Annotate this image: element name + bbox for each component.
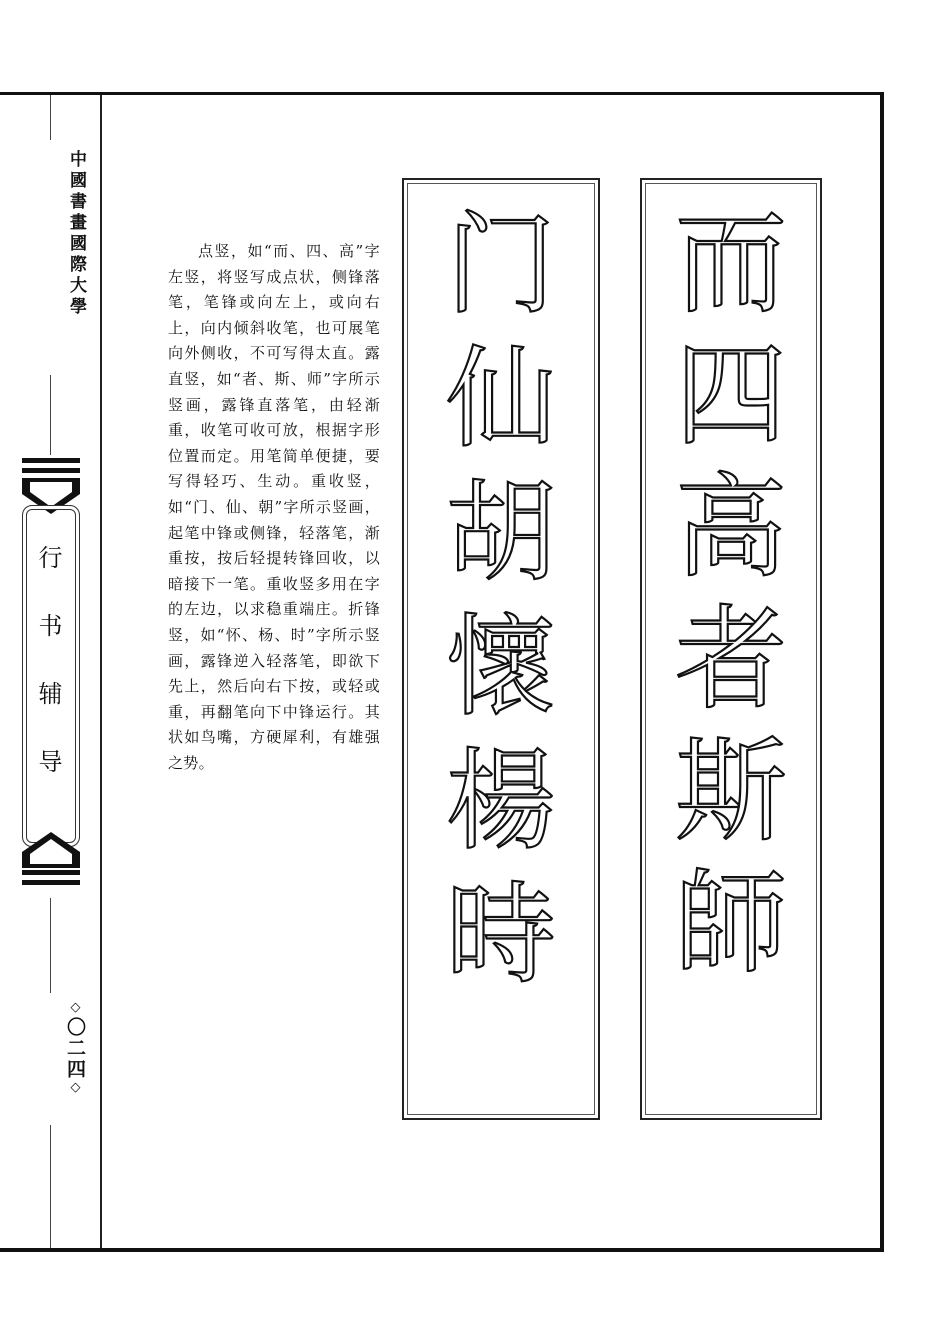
calligraphy-glyph: 门 [446, 201, 556, 329]
ornament-bar-top-2 [22, 468, 80, 473]
diamond-icon: ◇ [68, 1080, 83, 1097]
page-frame-top [0, 92, 884, 95]
calligraphy-glyph: 斯 [675, 727, 787, 857]
glyph-column-left [404, 198, 598, 1002]
ornament-bar-bottom [22, 870, 80, 875]
ornament-bar-top [22, 458, 80, 463]
spine-line-lower [50, 898, 51, 993]
spine-line-upper [50, 375, 51, 455]
calligraphy-panel-left [402, 178, 600, 1120]
page-number [63, 1000, 89, 1097]
series-title: 中國書畫國際大學 [66, 150, 86, 318]
spine-line-bottom [50, 1125, 51, 1248]
calligraphy-glyph: 楊 [446, 737, 556, 865]
calligraphy-glyph: 仙 [446, 335, 556, 463]
page-frame-right [880, 92, 884, 1252]
ornament-bar-bottom-2 [22, 880, 80, 885]
spine-line-top [50, 95, 51, 140]
calligraphy-glyph: 師 [675, 859, 787, 989]
calligraphy-glyph: 胡 [446, 469, 556, 597]
calligraphy-glyph: 四 [675, 331, 787, 461]
calligraphy-glyph: 者 [675, 595, 787, 725]
sidebar-rule [100, 95, 102, 1248]
calligraphy-glyph: 時 [446, 871, 556, 999]
calligraphy-panel-right [640, 178, 822, 1120]
calligraphy-glyph: 懷 [446, 603, 556, 731]
glyph-column-right [642, 198, 820, 990]
calligraphy-glyph: 高 [675, 463, 787, 593]
page-frame-bottom [0, 1248, 884, 1252]
ornament-bottom-icon [20, 828, 82, 868]
page-number-text: 〇二四 [64, 1017, 86, 1080]
diamond-icon: ◇ [68, 1000, 83, 1017]
body-paragraph: 点竖，如“而、四、高”字左竖，将竖写成点状，侧锋落笔，笔锋或向左上，或向右上，向内倾斜收笔，也可展笔向外侧收，不可写得太直。露直竖，如“者、斯、师”字所示竖画，露锋直落笔，由轻渐重，收笔可收可放，根据字形位置而定。用笔简单便捷，要写得轻巧、生动。重收竖，如“门、仙、朝”字所示竖画，起笔中锋或侧锋，轻落笔，渐重按，按后轻提转锋回收，以暗接下一笔。重收竖多用在字的左边，以求稳重端庄。折锋竖，如“怀、杨、时”字所示竖画，露锋逆入轻落笔，即欲下先上，然后向右下按，或轻或重，再翻笔向下中锋运行。其状如鸟嘴，方硬犀利，有雄强之势。 [168, 242, 380, 772]
book-title: 行书辅导 [34, 545, 62, 817]
calligraphy-glyph: 而 [675, 199, 787, 329]
